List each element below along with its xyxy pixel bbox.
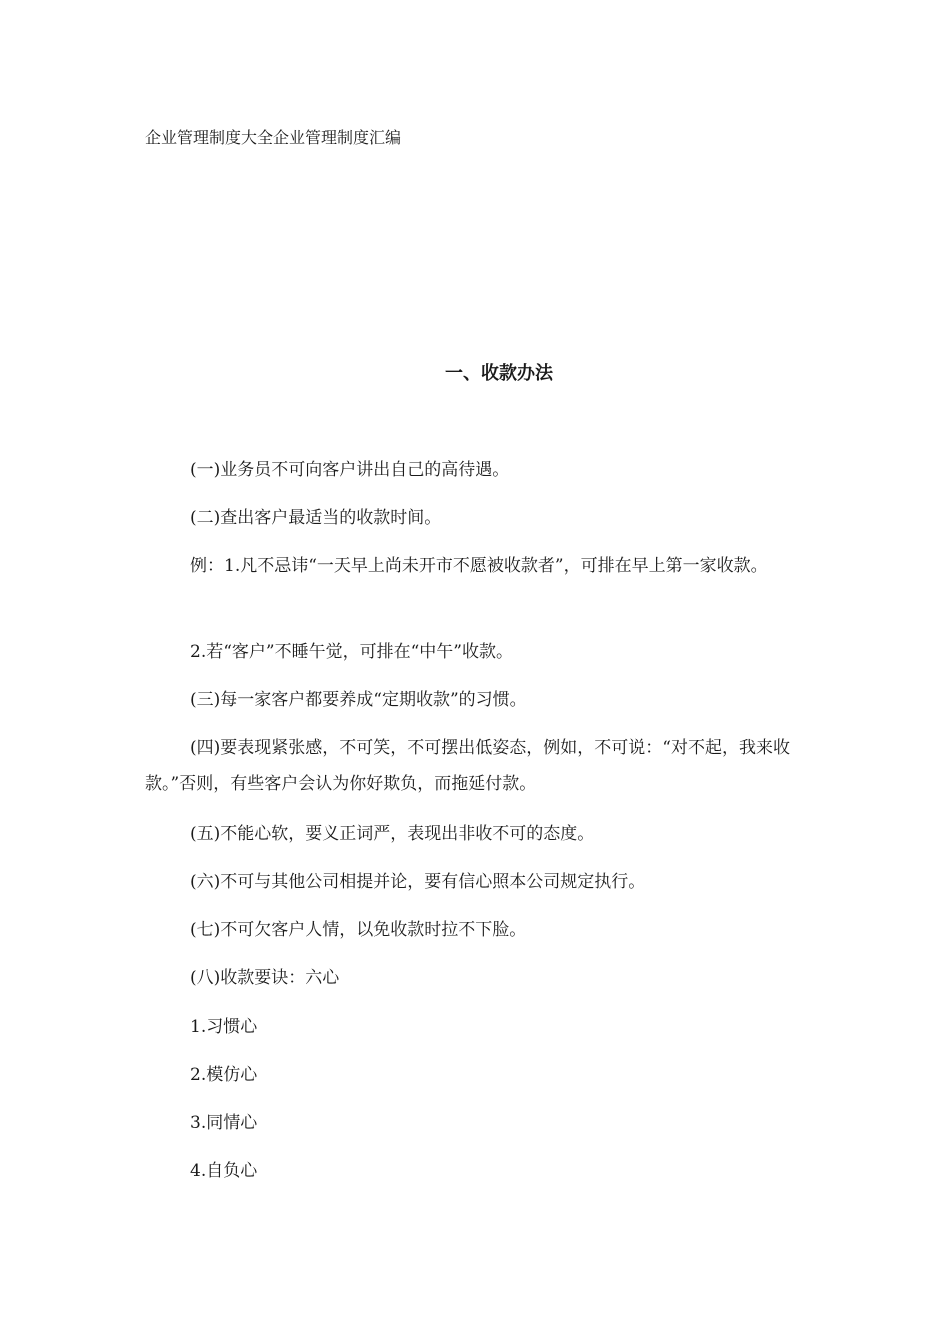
list-item: 3.同情心 bbox=[190, 1113, 258, 1133]
paragraph: (七)不可欠客户人情，以免收款时拉不下脸。 bbox=[190, 920, 527, 940]
document-header: 企业管理制度大全企业管理制度汇编 bbox=[145, 128, 402, 147]
paragraph: 2.若“客户”不睡午觉，可排在“中午”收款。 bbox=[190, 642, 513, 662]
paragraph: (八)收款要诀：六心 bbox=[190, 968, 340, 988]
paragraph: (四)要表现紧张感，不可笑，不可摆出低姿态，例如，不可说：“对不起，我来收款。”否则，有些客户会认为你好欺负，而拖延付款。 bbox=[145, 738, 790, 794]
paragraph: (二)查出客户最适当的收款时间。 bbox=[190, 508, 442, 528]
paragraph: (一)业务员不可向客户讲出自己的高待遇。 bbox=[190, 460, 510, 480]
paragraph: 例：1.凡不忌讳“一天早上尚未开市不愿被收款者”，可排在早上第一家收款。 bbox=[190, 556, 768, 576]
list-item: 2.模仿心 bbox=[190, 1065, 258, 1085]
paragraph: (六)不可与其他公司相提并论，要有信心照本公司规定执行。 bbox=[190, 872, 646, 892]
list-item: 1.习惯心 bbox=[190, 1017, 258, 1037]
paragraph: (五)不能心软，要义正词严，表现出非收不可的态度。 bbox=[190, 824, 595, 844]
section-title: 一、收款办法 bbox=[445, 363, 553, 384]
list-item: 4.自负心 bbox=[190, 1161, 258, 1181]
paragraph: (三)每一家客户都要养成“定期收款”的习惯。 bbox=[190, 690, 527, 710]
